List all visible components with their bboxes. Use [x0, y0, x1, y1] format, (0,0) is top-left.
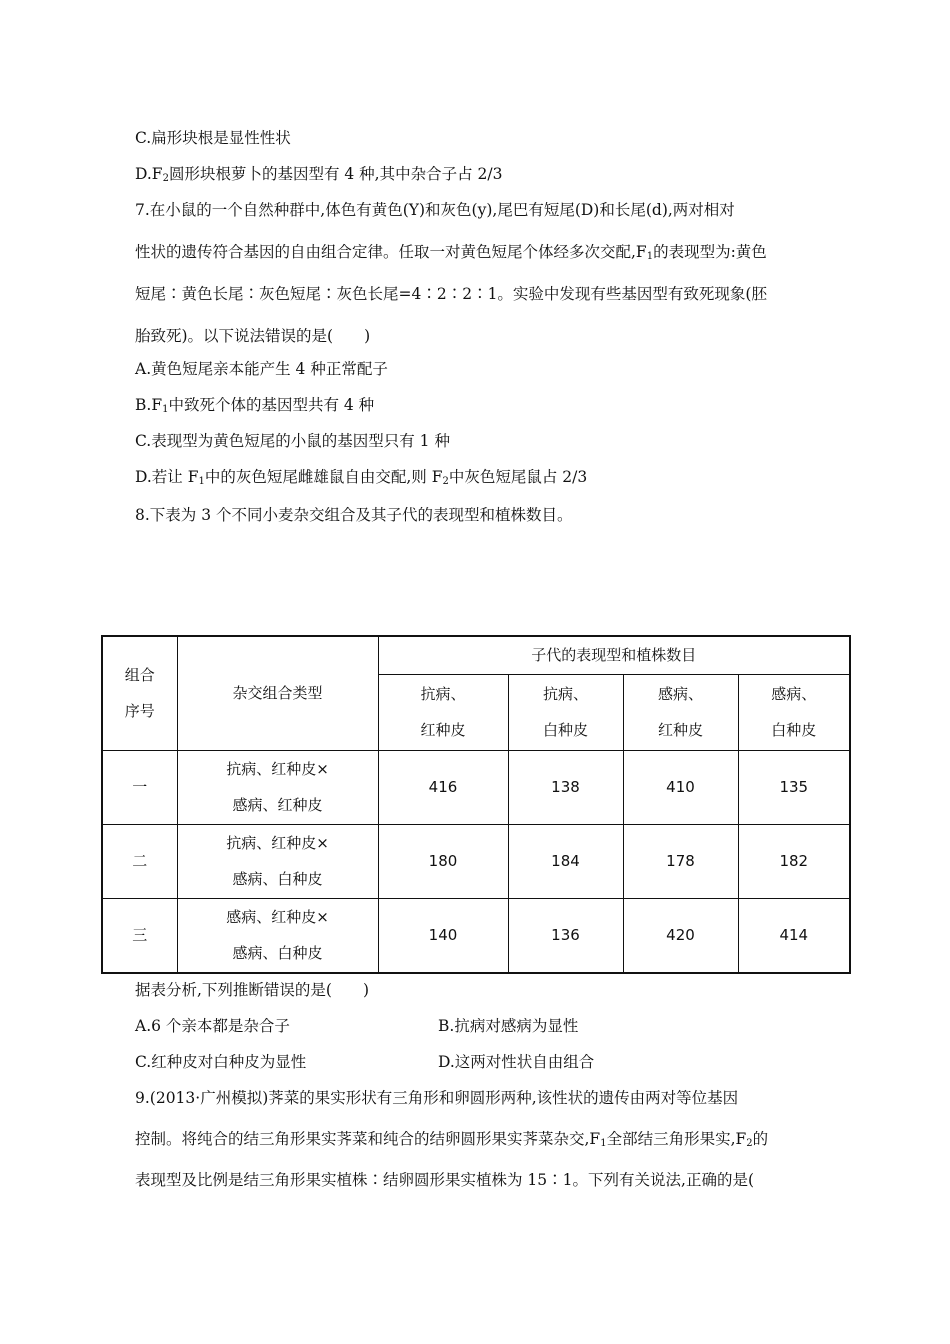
question-7-line-3: 短尾∶黄色长尾∶灰色短尾∶灰色长尾=4∶2∶2∶1。实验中发现有些基因型有致死现象(胚: [135, 285, 767, 303]
option-a-q7: A.黄色短尾亲本能产生 4 种正常配子: [135, 360, 388, 378]
question-8: 8.下表为 3 个不同小麦杂交组合及其子代的表现型和植株数目。: [135, 506, 573, 524]
header-phenotype-2: 抗病、 白种皮: [508, 674, 623, 750]
option-a-q8: A.6 个亲本都是杂合子: [135, 1017, 290, 1035]
question-9-line-3: 表现型及比例是结三角形果实植株∶结卵圆形果实植株为 15∶1。下列有关说法,正确的是(: [135, 1171, 754, 1189]
question-9-line-2: 控制。将纯合的结三角形果实荠菜和纯合的结卵圆形果实荠菜杂交$,F_1$全部结三角形果实$,F_2$的: [135, 1130, 769, 1149]
row-value: 178: [623, 824, 738, 898]
table-row: [102, 898, 850, 973]
question-7-line-2: 性状的遗传符合基因的自由组合定律。任取一对黄色短尾个体经多次交配$,F_1$的表现型为:黄色: [135, 243, 767, 262]
row-number: 三: [102, 898, 177, 973]
row-value: 140: [378, 898, 508, 973]
row-number: 二: [102, 824, 177, 898]
header-cross-type: 杂交组合类型: [177, 636, 378, 750]
option-c-q6: C.扁形块根是显性性状: [135, 129, 291, 147]
header-phenotype-1: 抗病、 红种皮: [378, 674, 508, 750]
row-number: 一: [102, 750, 177, 824]
row-cross: 抗病、红种皮× 感病、红种皮: [177, 750, 378, 824]
row-value: 136: [508, 898, 623, 973]
question-8-prompt: 据表分析,下列推断错误的是( ): [135, 981, 370, 999]
row-value: 180: [378, 824, 508, 898]
table-row: [102, 824, 850, 898]
row-value: 416: [378, 750, 508, 824]
header-phenotype-3: 感病、 红种皮: [623, 674, 738, 750]
header-group-number: 组合 序号: [102, 636, 177, 750]
option-c-q7: C.表现型为黄色短尾的小鼠的基因型只有 1 种: [135, 432, 450, 450]
option-d-q7: D.若让 $F_1$中的灰色短尾雌雄鼠自由交配,则 $F_2$中灰色短尾鼠占 2/3: [135, 468, 588, 487]
option-b-q7: $B.F_1$中致死个体的基因型共有 4 种: [135, 396, 375, 415]
row-value: 410: [623, 750, 738, 824]
row-value: 182: [738, 824, 850, 898]
row-value: 184: [508, 824, 623, 898]
option-d-q6: $D.F_2$圆形块根萝卜的基因型有 4 种,其中杂合子占 2/3: [135, 165, 503, 184]
question-9-line-1: 9.(2013·广州模拟)荠菜的果实形状有三角形和卵圆形两种,该性状的遗传由两对等位基因: [135, 1089, 739, 1107]
question-7-line-1: 7.在小鼠的一个自然种群中,体色有黄色(Y)和灰色(y),尾巴有短尾(D)和长尾(d),两对相对: [135, 201, 735, 219]
question-7-line-4: 胎致死)。以下说法错误的是( ): [135, 327, 371, 345]
row-value: 138: [508, 750, 623, 824]
table-row: [102, 750, 850, 824]
header-phenotype-4: 感病、 白种皮: [738, 674, 850, 750]
header-offspring: 子代的表现型和植株数目: [378, 636, 850, 674]
option-b-q8: B.抗病对感病为显性: [438, 1017, 579, 1035]
row-value: 414: [738, 898, 850, 973]
option-d-q8: D.这两对性状自由组合: [438, 1053, 595, 1071]
row-value: 135: [738, 750, 850, 824]
row-cross: 抗病、红种皮× 感病、白种皮: [177, 824, 378, 898]
row-value: 420: [623, 898, 738, 973]
cross-results-table: [101, 635, 851, 974]
row-cross: 感病、红种皮× 感病、白种皮: [177, 898, 378, 973]
option-c-q8: C.红种皮对白种皮为显性: [135, 1053, 307, 1071]
